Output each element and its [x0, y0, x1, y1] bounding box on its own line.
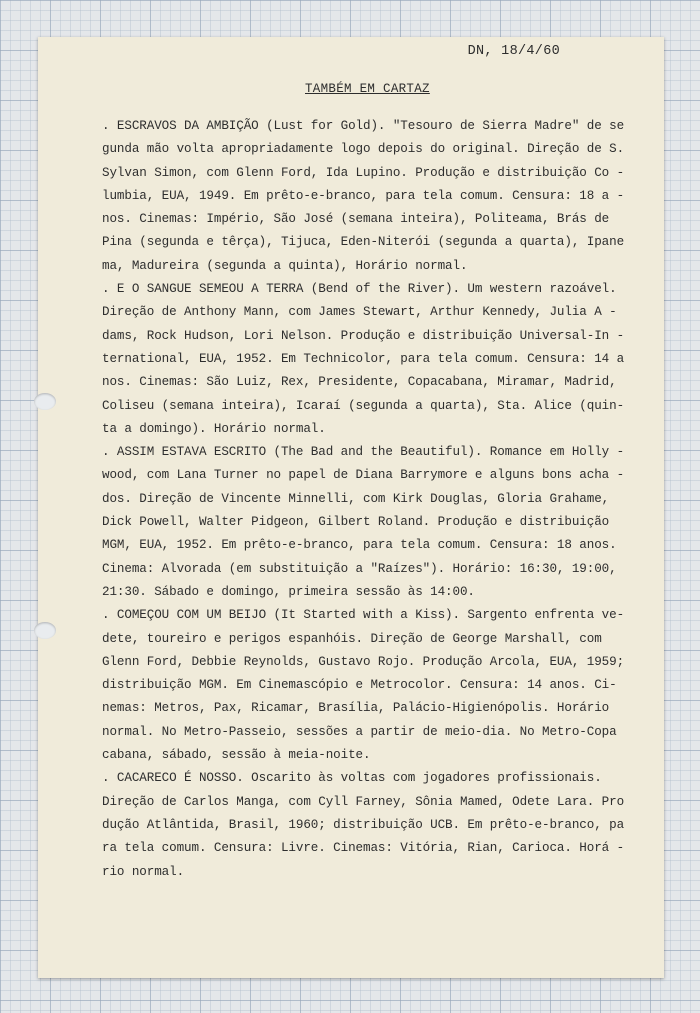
- text-line: Cinema: Alvorada (em substituição a "Raízes"). Horário: 16:30, 19:00,: [102, 561, 617, 576]
- page-title: TAMBÉM EM CARTAZ: [305, 82, 430, 96]
- text-line: . E O SANGUE SEMEOU A TERRA (Bend of the River). Um western razoável.: [102, 282, 617, 297]
- text-line: nemas: Metros, Pax, Ricamar, Brasília, Palácio-Higienópolis. Horário: [102, 701, 610, 716]
- text-line: nos. Cinemas: Império, São José (semana inteira), Politeama, Brás de: [102, 212, 610, 227]
- text-line: nos. Cinemas: São Luiz, Rex, Presidente, Copacabana, Miramar, Madrid,: [102, 375, 617, 390]
- text-line: Pina (segunda e têrça), Tijuca, Eden-Niterói (segunda a quarta), Ipane: [102, 235, 625, 250]
- text-line: . ESCRAVOS DA AMBIÇÃO (Lust for Gold). "Tesouro de Sierra Madre" de se: [102, 119, 625, 133]
- text-line: 21:30. Sábado e domingo, primeira sessão às 14:00.: [102, 584, 475, 599]
- text-line: gunda mão volta apropriadamente logo depois do original. Direção de S.: [102, 142, 625, 157]
- header-reference: DN, 18/4/60: [467, 44, 560, 59]
- text-line: dos. Direção de Vincente Minnelli, com Kirk Douglas, Gloria Grahame,: [102, 491, 610, 506]
- text-line: cabana, sábado, sessão à meia-noite.: [102, 748, 371, 763]
- text-line: distribuição MGM. Em Cinemascópio e Metrocolor. Censura: 14 anos. Ci-: [102, 678, 617, 693]
- body-text: [102, 115, 654, 884]
- text-line: normal. No Metro-Passeio, sessões a partir de meio-dia. No Metro-Copa: [102, 724, 617, 739]
- text-line: Glenn Ford, Debbie Reynolds, Gustavo Rojo. Produção Arcola, EUA, 1959;: [102, 654, 625, 669]
- punch-hole: [34, 622, 56, 639]
- text-line: ma, Madureira (segunda a quinta), Horário normal.: [102, 258, 468, 273]
- text-line: ra tela comum. Censura: Livre. Cinemas: Vitória, Rian, Carioca. Horá -: [102, 841, 625, 856]
- text-line: Direção de Anthony Mann, com James Stewart, Arthur Kennedy, Julia A -: [102, 305, 617, 320]
- text-line: dams, Rock Hudson, Lori Nelson. Produção e distribuição Universal-In -: [102, 328, 625, 343]
- text-line: rio normal.: [102, 864, 185, 879]
- typewritten-page: [38, 37, 664, 978]
- text-line: . ASSIM ESTAVA ESCRITO (The Bad and the Beautiful). Romance em Holly -: [102, 445, 625, 460]
- punch-hole: [34, 393, 56, 410]
- text-line: Dick Powell, Walter Pidgeon, Gilbert Roland. Produção e distribuição: [102, 515, 610, 530]
- text-line: dução Atlântida, Brasil, 1960; distribuição UCB. Em prêto-e-branco, pa: [102, 817, 625, 832]
- text-line: Coliseu (semana inteira), Icaraí (segunda a quarta), Sta. Alice (quin-: [102, 398, 625, 413]
- text-line: MGM, EUA, 1952. Em prêto-e-branco, para tela comum. Censura: 18 anos.: [102, 538, 617, 553]
- text-line: wood, com Lana Turner no papel de Diana Barrymore e alguns bons acha -: [102, 468, 625, 483]
- text-line: dete, toureiro e perigos espanhóis. Direção de George Marshall, com: [102, 631, 602, 646]
- text-line: Sylvan Simon, com Glenn Ford, Ida Lupino. Produção e distribuição Co -: [102, 165, 625, 180]
- text-line: . CACARECO É NOSSO. Oscarito às voltas com jogadores profissionais.: [102, 771, 602, 786]
- text-line: ternational, EUA, 1952. Em Technicolor, para tela comum. Censura: 14 a: [102, 351, 625, 366]
- text-line: Direção de Carlos Manga, com Cyll Farney, Sônia Mamed, Odete Lara. Pro: [102, 794, 625, 809]
- text-line: lumbia, EUA, 1949. Em prêto-e-branco, para tela comum. Censura: 18 a -: [102, 188, 625, 203]
- text-line: ta a domingo). Horário normal.: [102, 421, 326, 436]
- text-line: . COMEÇOU COM UM BEIJO (It Started with a Kiss). Sargento enfrenta ve-: [102, 608, 625, 623]
